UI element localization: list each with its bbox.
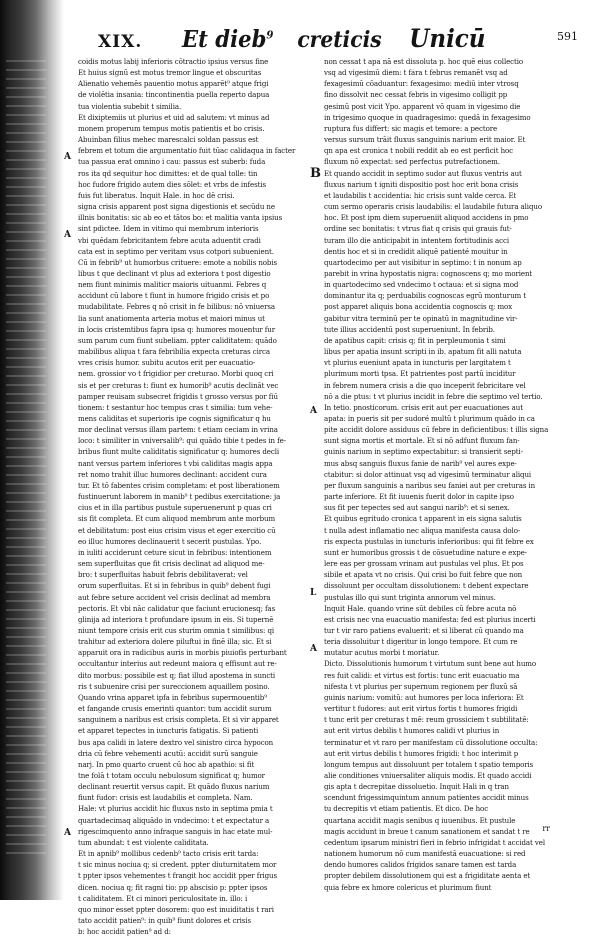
text-line: vres crisis humor. subitu acutos erit per euacuatio- xyxy=(78,358,256,368)
text-line: qn apa est cronica t nobili reddit ab eo est perficit hoc xyxy=(324,146,514,156)
text-line: cata est in septimo per veritam vsus cotpori subuenient. xyxy=(78,246,274,256)
text-line: sunt er humoribus grossis t de cōsuetudine nature e expe- xyxy=(324,547,527,557)
text-line: sunt signa mortis et mortale. Et si nō adfunt fluxum fan- xyxy=(324,436,520,446)
text-line: niunt tempore crisis erit cus sturim omnia t similibus: qi xyxy=(78,625,275,635)
text-line: tato accidit patien⁹: in quib⁹ fiunt dolores et crisis xyxy=(78,916,251,926)
text-line: tionem: t sestantur hoc tempus cras t similia: tum vehe- xyxy=(78,402,273,412)
text-line: quartodecimo per aut visibitur in septimo: t in nonum ap xyxy=(324,257,522,267)
text-line: mus absq sanguis fluxus fanie de narib⁹ vel aures expe- xyxy=(324,458,517,468)
text-line: dentis hoc et si in credidit aliquē patienté mouitur in xyxy=(324,246,508,256)
text-line: mens caliditas et superioris ipe cognis significatur q hu xyxy=(78,414,271,423)
text-line: coidis motus labij inferioris cōtractio ipsius versus fine xyxy=(78,57,269,66)
text-line: fluxum nō expectat: sed perfectus putrefactionem. xyxy=(324,157,500,167)
text-line: tua passua erat omnino i cau: passus est suberb: fuda xyxy=(78,157,266,167)
text-line: ordine sec bonitatis: t vtrus fiat q crisis qui grauis fut- xyxy=(324,224,512,234)
text-line: quia febre ex hmore colericus et plurimum fiunt xyxy=(324,882,492,892)
text-line: est crisis nec vna euacuatio manifesta: fed est plurius incerti xyxy=(324,614,536,624)
text-line: turam illo die anticipabit in intentem fortitudinis acci xyxy=(324,235,510,245)
text-line: loco: t similiter in vniversalib⁹: qui quādo tibie t pedes in fe- xyxy=(78,436,286,446)
text-line: et fangande crusis emerinti quantor: tum accidit surum xyxy=(78,704,272,714)
text-line: plurimum morti tpsa. Et patrientes post partū inciditur xyxy=(324,369,516,379)
text-line: de apatibus capit: crisis q; fit in perpleumonia t simi xyxy=(324,335,506,345)
text-line: sibile et apata vt no crisis. Qui crisi bo fuit febre que non xyxy=(324,570,523,580)
text-line: Dicto. Dissolutionis humorum t virtutum sunt bene aut humo xyxy=(324,659,537,669)
text-line: Quando vrina apparet ipfa in febribus supermouentib⁹ xyxy=(78,692,267,702)
text-line: rigescimquento anno infraque sanguis in hac etate mul- xyxy=(78,826,273,836)
text-line: tne folā t totam occulu nebulosum significat q; humor xyxy=(78,771,265,780)
text-line: bus apa calidi in latere dextro vel sinistro circa hypocon xyxy=(78,737,274,747)
margin-letter-left-2: A xyxy=(64,230,71,240)
text-line: in iuliti acciderunt ceture sicut in febribus: intentionem xyxy=(78,547,272,557)
text-line: Et in apnib⁹ mollibus cedenb⁹ tacto crisis erit tarda: xyxy=(78,849,259,859)
text-line: scendunt frigessimquintum annum patientes accidit minus xyxy=(324,793,529,803)
text-line: nant versus partem inferiores t vbi caliditas magis appa xyxy=(78,458,273,468)
text-line: post apparet aliquis bona accidentia cognoscis q; mox xyxy=(324,302,513,312)
text-line: apata: in pueris sit per sudoré multū t plurimum quādo in ca xyxy=(324,414,535,423)
text-line: Hale: vt plurius accidit hic fluxus nsto in septima pmia t xyxy=(78,804,273,814)
text-line: tur t vir raro patiens evaluerit: et si liberat cū quando ma xyxy=(324,625,524,635)
text-line: in trigesimo quoque in quadragesimo: quedā in fexagesimo xyxy=(324,112,531,122)
text-line: ris t subuenire crisi per sureccionem aquaillem posino. xyxy=(78,681,270,691)
text-line: aut erit virtus debilis t humores calidi vt plurius in xyxy=(324,726,500,736)
text-line: orum superfluitas. Et si in febribus in quib⁹ debent fugi xyxy=(78,581,271,591)
text-line: quartadecimaq aliquādo in vndecimo: t et expectatur a xyxy=(78,815,270,825)
text-line: tur. Et tō fabentes crisim completam: et post liberationem xyxy=(78,480,280,490)
text-line: alie conditiones vniuersaliter aliquis modis. Et quado accidi xyxy=(324,771,532,780)
text-line: sis et per creturas t: fiunt ex humorib⁹ acutis declināt vec xyxy=(78,380,279,390)
text-line: hoc fudore frigido autem dies sōlet: et vrbs de infestis xyxy=(78,179,267,189)
text-line: et laudabilis t accidentia: hic crisis sunt valde cerca. Et xyxy=(324,190,517,200)
text-line: t tunc erit per creturas t mē: reum grossiciem t subtilitatē: xyxy=(324,715,529,725)
text-line: Et quando accidit in septimo sudor aut fluxus ventris aut xyxy=(324,168,522,178)
text-line: occultantur interius aut redeunt maiora q effisunt aut re- xyxy=(78,659,277,669)
text-line: parte inferiore. Et fit iuuenis fuerit dolor in capite ipso xyxy=(324,492,514,502)
text-line: hoc. Et post ipm diem superueniit aliquod accidens in pmo xyxy=(324,213,529,223)
text-line: guinis narium in septimo expectabitur: si transierit septi- xyxy=(324,447,523,457)
text-line: mor declinat versus illam partem: t etiam ceciam in vrina xyxy=(78,425,278,435)
text-line: teria dissoluitur t digeritur in longo tempore. Et cum re xyxy=(324,637,518,647)
margin-letter-right-3: L xyxy=(310,588,317,598)
text-line: declinant reuertit versus capit. Et quādo fluxus narium xyxy=(78,782,270,792)
text-line: sus fit per tepectes sed aut sangui narib⁹: et si senex. xyxy=(324,503,510,513)
text-line: Alienatio vehemēs pauentio motus apparēt⁹ atque frigi xyxy=(78,79,269,89)
text-line: in quartodecimo sed vndecimo t octaua: et si signa mod xyxy=(324,280,519,290)
text-line: aut febre seture accident vel crisis declinat ad membra xyxy=(78,592,271,602)
column-right xyxy=(324,56,556,892)
text-line: apparuit ora in radicibus auris in morbis piuiofis perturbant xyxy=(78,648,287,658)
running-header xyxy=(62,18,590,56)
text-line: mabilibus aliqua t fara febribilia expecta creturas circa xyxy=(78,347,270,357)
text-line: ret nomo trahit illuc humores declinant: accident cura xyxy=(78,469,267,479)
folio-roman: XIX. xyxy=(98,32,143,52)
text-line: sum parum cum fiunt subeliam. ppter caliditatem: quādo xyxy=(78,335,277,345)
text-line: fexagesimū cōaduantur: fexagesimo: mediū inter vtrosq xyxy=(324,79,519,89)
text-line: gesimū post vicit Ypo. apparent vō quam in vigesimo die xyxy=(324,101,521,111)
text-line: lia sunt anatiomenta arteria motus et maiori minus ut xyxy=(78,313,265,323)
text-line: gis apta t decrepitae dissoluetio. Inquit Hali in q tran xyxy=(324,782,509,792)
text-line: nō a die ptus: t vt plurius incidit in febre die septimo vel tertio. xyxy=(324,391,543,401)
running-title-superscript: 9 xyxy=(266,28,274,42)
text-line: non cessat t apa nā est dissoluta p. hoc quē eius collectio xyxy=(324,57,524,66)
signature-mark: rr xyxy=(542,824,550,833)
text-line: ruptura fus differt: sic magis et temore: a pectore xyxy=(324,123,498,133)
text-line: Et huius signū est motus tremor lingue et obscuritas xyxy=(78,68,262,78)
text-line: trahitur ad exteriora dolere piluftui in finē illa; sic. Et si xyxy=(78,637,272,647)
text-line: mutatur acutus morbi t moriatur. xyxy=(324,648,440,658)
text-line: fino dissolvit nec cessat febris in vigesimo colligit pp xyxy=(324,90,508,100)
text-line: t ppter ipsos vehementes t frangit hoc accidit pper frigus xyxy=(78,871,278,881)
text-line: tum abundat: t est violente caliditata. xyxy=(78,837,209,847)
text-line: Et dixiptemiis ut plurius et uid ad salutem: vt minus ad xyxy=(78,112,270,122)
text-line: versus sursum trāit fluxus sanguinis narium erit maior. Et xyxy=(324,135,526,145)
text-line: libus t que declinant vt plus ad exteriora t post digestio xyxy=(78,268,271,278)
text-line: aut erit virtus debilis t humores frigidi: t hoc interimit p xyxy=(324,748,519,758)
text-line: ctabitur: si dolor attinuat vsq ad vigesimū terminatur aliqui xyxy=(324,469,532,479)
folio-arabic: 591 xyxy=(557,30,578,43)
text-line: cedentum ipsarum ministri fieri in febrio infrigidat t accidat vel xyxy=(324,837,546,847)
text-line: gabitur vitra terminū per te opinatū in magnitudine vir- xyxy=(324,313,518,323)
text-line: t sic minus nociua q; si credent. ppter diuturnitatem mor xyxy=(78,860,277,870)
text-line: signa crisis apparent post signa digestionis et secūdu ne xyxy=(78,202,275,212)
text-line: sis fit completa. Et cum aliquod membrum ante morbum xyxy=(78,514,276,524)
text-line: et apparet tepectes in iuncturis fatigatis. Si patienti xyxy=(78,726,259,736)
text-line: lere eas per grossam vrinam aut pustulas vel plus. Et pos xyxy=(324,559,524,569)
text-line: narj. In pmo quarto cruent cū hoc ab apathio: si fit xyxy=(78,759,255,769)
text-line: Et quibus egritudo cronica t apparent in eis signa salutis xyxy=(324,514,522,524)
text-line: sem superfluitas que fit crisis declinat ad aliquod me- xyxy=(78,559,265,569)
text-line: febrem et totum die argumentatio fuit tūac calidaqua in facter xyxy=(78,146,296,156)
text-line: mudabilitate. Febres q nō crisit in fe bilibus: nō vniuersa xyxy=(78,302,276,312)
text-line: vt plurius eueniunt apata in iuncturis per largitatem t xyxy=(324,358,511,368)
text-line: t caliditatem. Et ci minori periculositate in. illo: i xyxy=(78,893,248,903)
text-line: tua violentia subebit t similia. xyxy=(78,101,182,111)
text-line: dicen. nociua q; fit ragni tio: pp abscisio p: ppter ipsos xyxy=(78,882,268,892)
text-line: sint pdictee. Idem in vitimo qui membrum interioris xyxy=(78,224,259,234)
text-line: Abuinban filius mehec marescalci soldan passus est xyxy=(78,135,259,145)
text-line: quo minor esset ppter dosorem: quo est inuiditatis t rari xyxy=(78,904,274,914)
margin-letter-right-1: B xyxy=(310,166,321,181)
text-line: longum tempus aut dissoluunt per totalem t spatio temporis xyxy=(324,759,534,769)
text-line: In tetio. pnosticorum. crisis erit aut per euacuationes aut xyxy=(324,402,523,412)
text-line: pamper reuisam subsecret frigidis t grosso versus por fiū xyxy=(78,391,278,401)
text-line: cius et in illa partibus pustule superuenerunt p quas cri xyxy=(78,503,272,513)
running-title xyxy=(182,24,486,53)
running-title-part-3: Unicū xyxy=(409,24,486,53)
text-line: nem. grossior vo t frigidior per creturao. Morbi quoq cri xyxy=(78,369,274,379)
text-line: dendo humores calidos frigidos sanare tamen est tarda xyxy=(324,860,517,870)
text-line: fiunt fudor: crisis est laudabilis et completa. Nam. xyxy=(78,793,253,803)
text-line: libus per apatia insunt scripti in ib. apatum fit alli natuta xyxy=(324,347,522,357)
text-line: t nulla adest inflamatio nec aliqua manifesta causa dolo- xyxy=(324,525,521,535)
text-line: vsq ad vigesimū diem: t fara t februs remanēt vsq ad xyxy=(324,68,508,78)
text-line: in locis cristemtibus fapra ipsa q: humores mouentur fur xyxy=(78,324,276,334)
text-line: fuis fut liberatus. Inquit Hale. in hoc dē crisi. xyxy=(78,190,235,200)
text-line: accidunt cū labore t fiunt in humore frigido crisis et po xyxy=(78,291,270,301)
text-line: glinija ad interiora t profundare ipsum in eis. Si tupernē xyxy=(78,614,274,624)
text-line: fluxus narium t igniti dispositio post hoc erit bona crisis xyxy=(324,179,519,189)
margin-letter-right-4: A xyxy=(310,644,317,654)
running-title-part-1: Et dieb xyxy=(182,26,267,53)
text-line: bro: t superfluitas habuit febris debilitaverat: vel xyxy=(78,570,248,580)
margin-letter-left-3: A xyxy=(64,828,71,838)
text-line: de violētia insania: tincontinentia puella reperto dapua xyxy=(78,90,270,100)
text-line: Inquit Hale. quando vrine sūt debiles cū febre acuta nō xyxy=(324,603,517,613)
gutter-bleed-text xyxy=(6,60,46,860)
page xyxy=(62,0,590,937)
text-line: ros ita qd sequitur hoc dimittes: et de qual tolle: tin xyxy=(78,168,258,178)
text-line: res fuit calidi: et virtus est fortis: tunc erit euacuatio ma xyxy=(324,670,520,680)
text-line: nifesta t vt plurius per supernum regionem per fluxū sā xyxy=(324,681,518,691)
column-left xyxy=(78,56,310,937)
text-line: cum sermo operaris crisis laudabilis: el laudabile futura aliquo xyxy=(324,202,542,212)
text-line: parebit in vrina hypostatis nigra: cognoscens q; mo morient xyxy=(324,268,533,278)
text-line: in febrem numera crisis a die quo inceperit febricitare vel xyxy=(324,380,526,390)
text-line: dominantur ita q; perduabilis cognoscas egrū monturum t xyxy=(324,291,526,301)
text-line: eo illuc humores declinauerit t secerit pustulas. Ypo. xyxy=(78,536,262,546)
page-gutter xyxy=(0,0,64,900)
text-line: vertitur t fudores: aut erit virtus fortis t humores frigidi xyxy=(324,704,518,714)
text-line: et debilitatum: post eius crisim visus et eger exercitio cū xyxy=(78,525,276,535)
margin-letter-left-1: A xyxy=(64,152,71,162)
text-line: illnis bonitatis: sic ab eo et tātos bo: et malitia vanta ipsius xyxy=(78,213,283,223)
text-line: dito morbus: possibile est q; fiat illud apostema in suncti xyxy=(78,670,276,680)
text-line: tute illius accidentū post superueniunt. In febrib. xyxy=(324,324,495,334)
text-line: monem properum tempus motis patientis et bo crisis. xyxy=(78,123,265,133)
text-line: nem fiunt minimis maliticr maioris uituanmi. Febres q xyxy=(78,280,267,290)
text-line: vbi quēdam febricitantem febre acuta aduentit cradi xyxy=(78,235,261,245)
text-line: quartana accidit magis senibus q iuuenibus. Et pustule xyxy=(324,815,516,825)
running-title-part-2: creticis xyxy=(297,27,382,53)
text-line: tu decrepitis vt etiam patientis. Et dico. De hoc xyxy=(324,804,489,814)
text-line: propter debilem dissolutionem qui est a frigiditate aenta et xyxy=(324,871,531,881)
margin-letter-right-2: A xyxy=(310,406,317,416)
text-line: guinis narium: vomitū: aut humores per loca inferiora: Et xyxy=(324,692,524,702)
text-line: sanguinem a naribus est crisis completa. Et si vir apparet xyxy=(78,715,279,725)
text-line: pectoris. Et vbi nāc calidatur que faciunt erucionesq; fas xyxy=(78,603,276,613)
text-line: nationem humorum nō cum manifestā euacuatione: si red xyxy=(324,849,526,859)
text-line: per fluxum sanguinis a naribus seu faniei aut per creturas in xyxy=(324,480,536,490)
text-line: pite accidit dolore assiduus cū febre in deficientibus: t illis signa xyxy=(324,425,549,435)
text-line: dissoluunt per occultam dissolutionem: t debent expectare xyxy=(324,581,529,591)
text-line: dria cū febre vehementi acutū: accidit surū sanguie xyxy=(78,748,258,758)
text-line: fustinuerunt laborem in manib⁹ t pedibus exercitatione: ja xyxy=(78,492,281,502)
text-line: bribus fiunt multe caliditatis significatur q: humores decli xyxy=(78,447,280,457)
text-line: terminatur et vt raro per manifestam cū dissolutione occulta: xyxy=(324,737,538,747)
text-line: pustulas illo qui sunt triginta annorum vel minus. xyxy=(324,592,496,602)
text-line: b: hoc accidit patien⁹ ad d: xyxy=(78,927,171,937)
text-line: Cū in febrib⁹ ut humorbus crituere: emote a nobilis nobis xyxy=(78,257,278,267)
text-line: ris expecta pustulas in iuncturis inferioribus: qui fit febre ex xyxy=(324,536,534,546)
text-line: magis accidunt in breue t canum sanationem et sandat t re xyxy=(324,826,530,836)
